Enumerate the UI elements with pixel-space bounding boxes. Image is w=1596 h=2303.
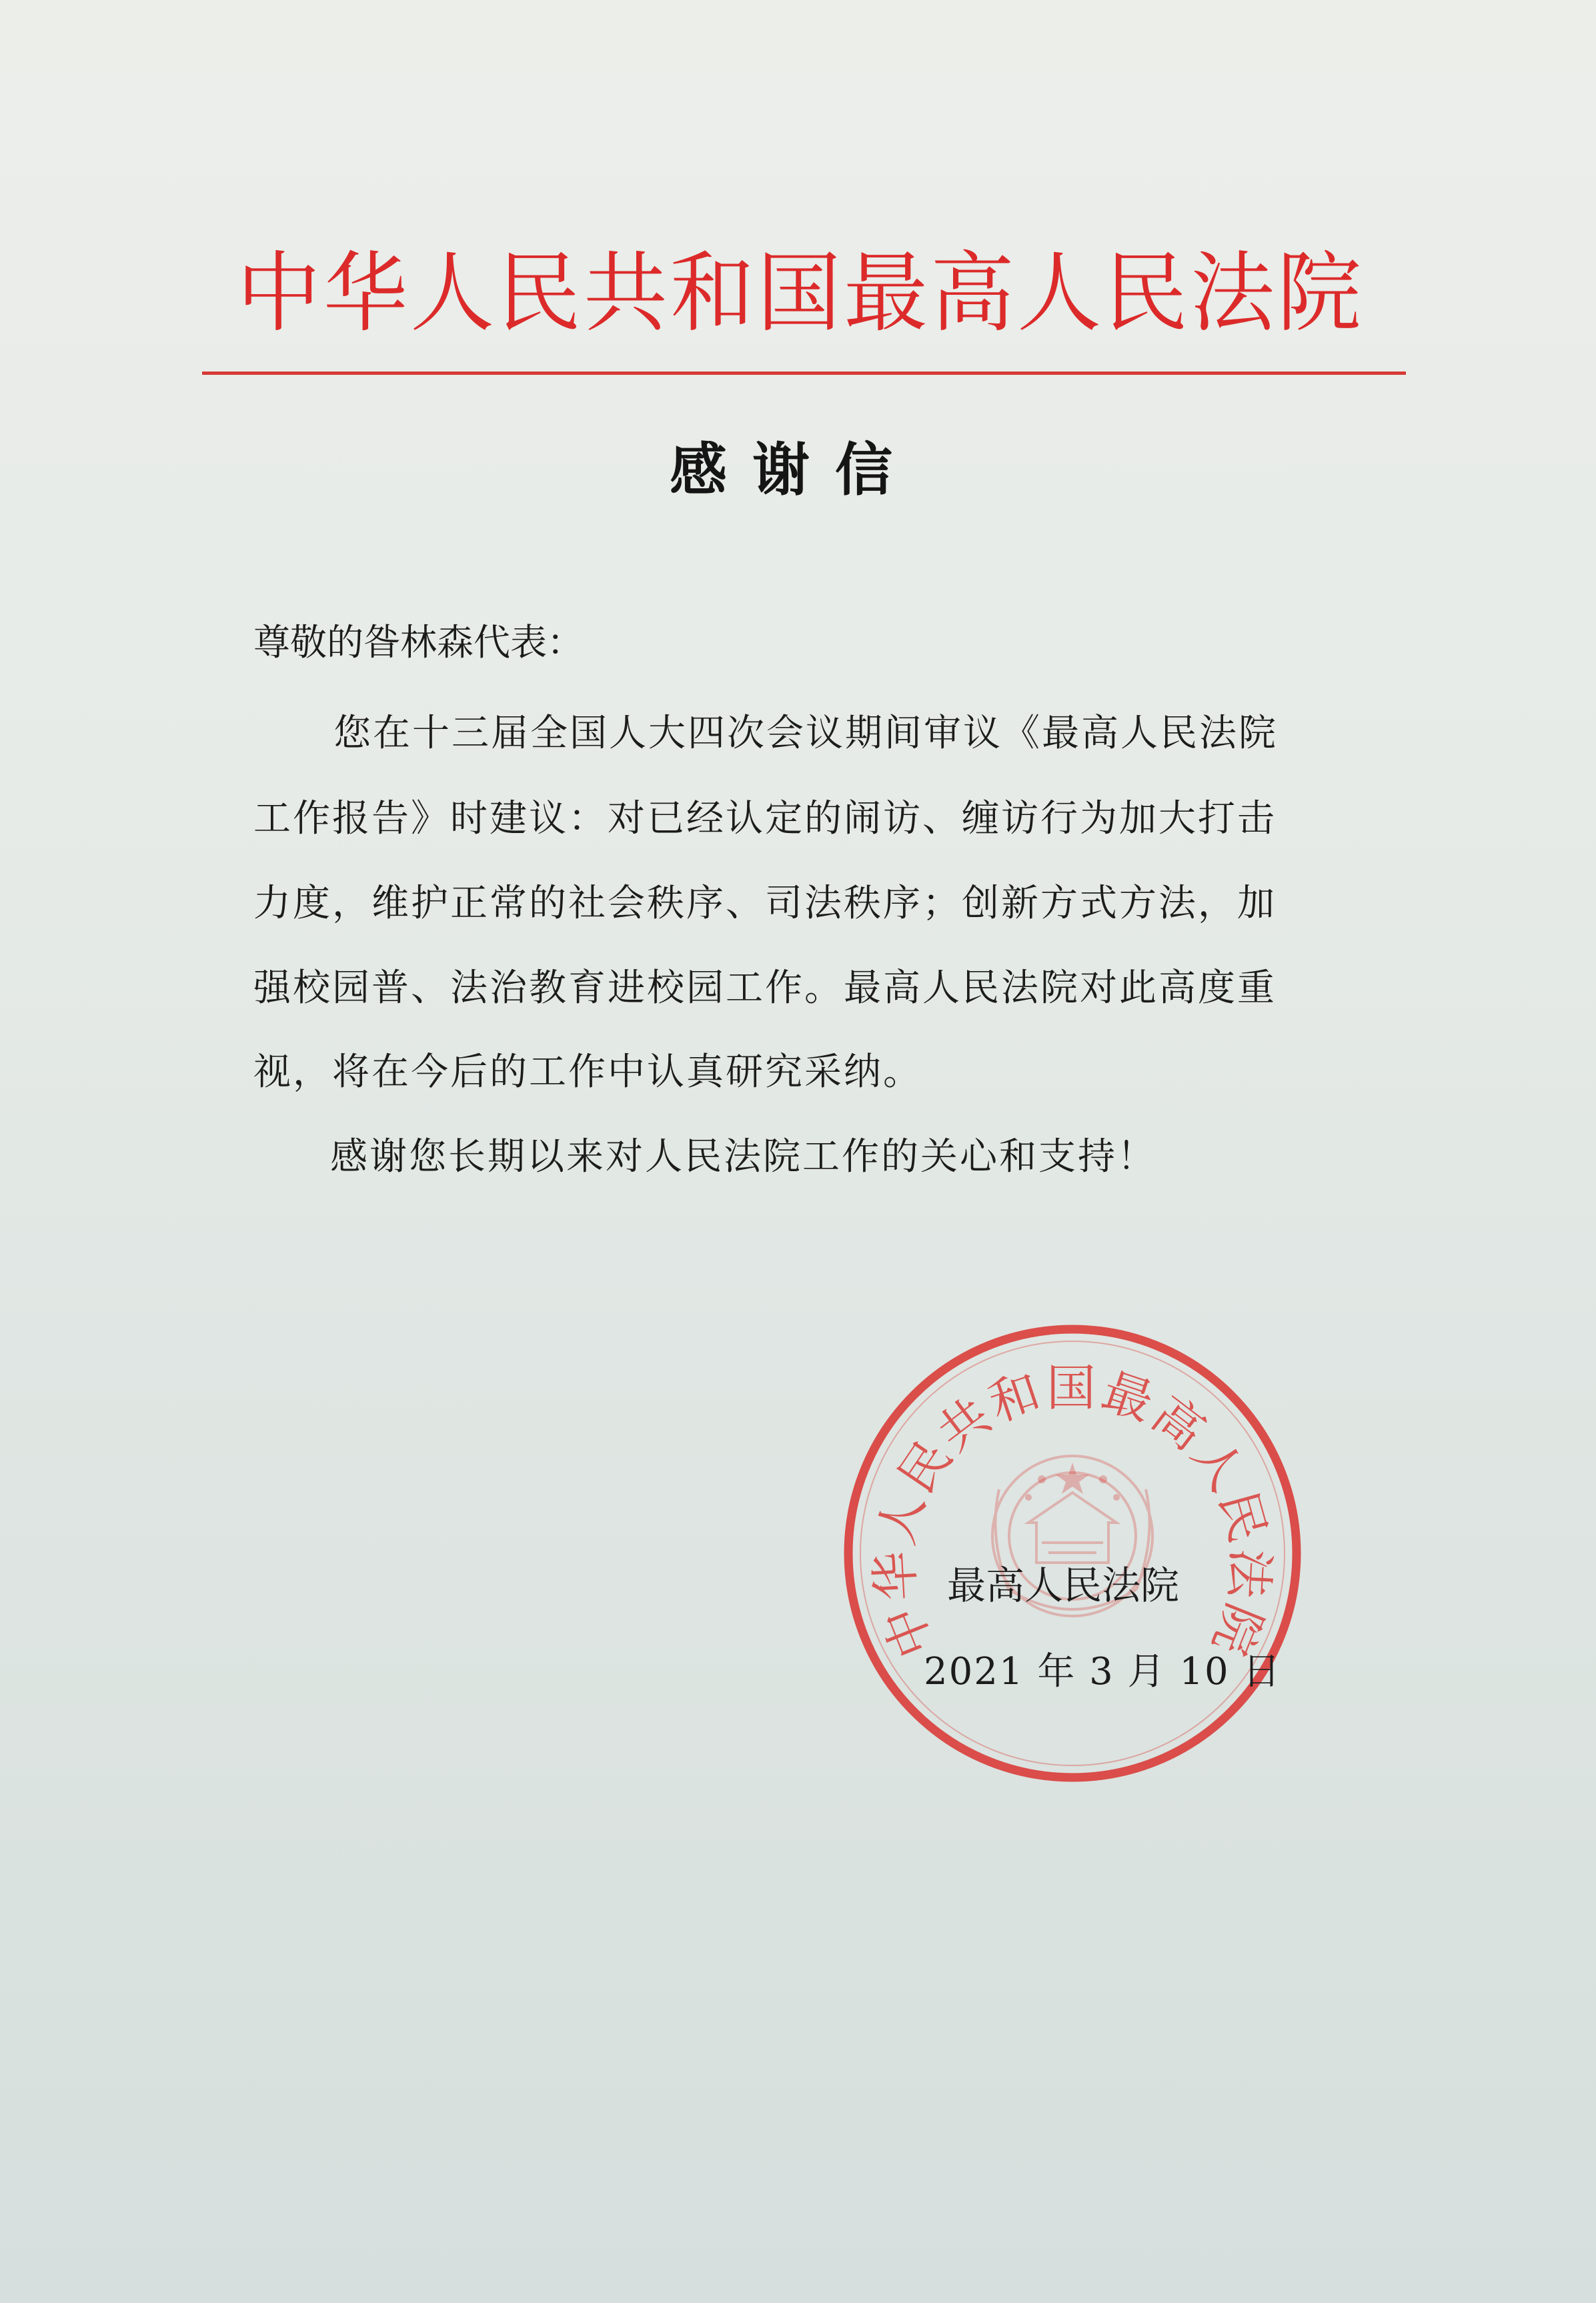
body-line: 您在十三届全国人大四次会议期间审议《最高人民法院: [333, 712, 1278, 755]
letter-date: 2021 年 3 月 10 日: [924, 1650, 1282, 1693]
document-title: 感谢信: [670, 437, 918, 504]
letterhead-title: 中华人民共和国最高人民法院: [237, 242, 1364, 344]
salutation: 尊敬的昝林森代表：: [253, 621, 584, 664]
signoff-organization: 最高人民法院: [947, 1563, 1180, 1608]
body-line: 强校园普、法治教育进校园工作。最高人民法院对此高度重: [253, 966, 1277, 1010]
body-line: 视，将在今后的工作中认真研究采纳。: [253, 1050, 922, 1094]
body-line: 工作报告》时建议：对已经认定的闹访、缠访行为加大打击: [253, 797, 1277, 840]
closing-line: 感谢您长期以来对人民法院工作的关心和支持！: [330, 1135, 1156, 1179]
body-line: 力度，维护正常的社会秩序、司法秩序；创新方式方法，加: [253, 882, 1277, 925]
letterhead-divider: [202, 371, 1406, 375]
svg-text:中华人民共和国最高人民法院: 中华人民共和国最高人民法院: [866, 1359, 1279, 1666]
official-seal: [842, 1323, 1303, 1784]
